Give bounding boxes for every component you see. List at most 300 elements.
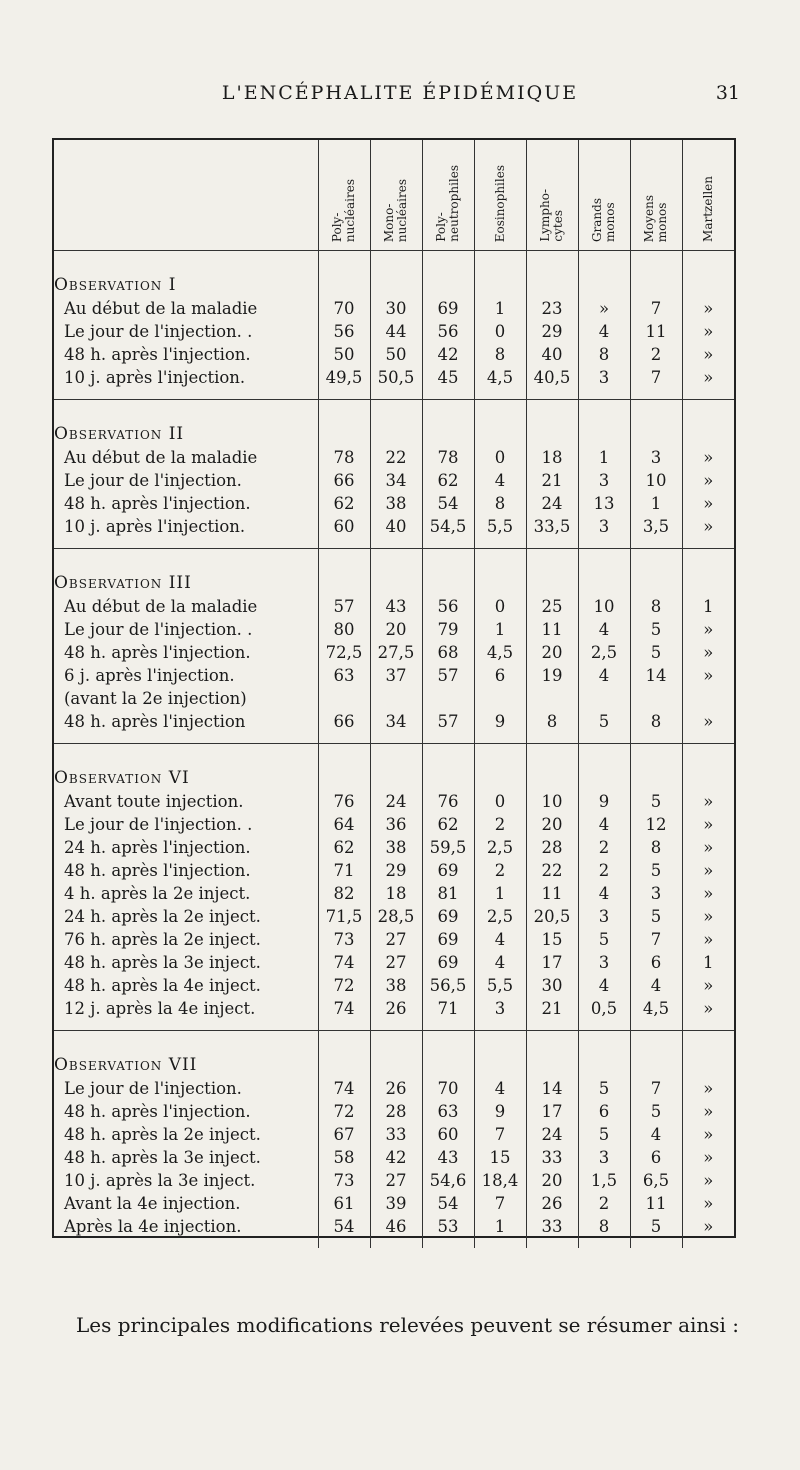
empty-cell <box>682 1031 734 1078</box>
table-cell: 71 <box>422 997 474 1030</box>
table-cell: 46 <box>370 1215 422 1248</box>
row-label: 24 h. après la 2e inject. <box>64 907 261 926</box>
table-cell: 7 <box>630 366 682 399</box>
table-cell: 34 <box>370 710 422 743</box>
table-cell: 11 <box>630 320 682 343</box>
table-cell: 2 <box>578 836 630 859</box>
table-cell: 2 <box>578 1192 630 1215</box>
empty-cell <box>578 744 630 791</box>
table-cell: 26 <box>526 1192 578 1215</box>
table-row <box>54 515 734 548</box>
table-cell: » <box>682 1100 734 1123</box>
table-cell: 4,5 <box>474 366 526 399</box>
table-cell: 40,5 <box>526 366 578 399</box>
table-cell: 20 <box>526 641 578 664</box>
table-cell: 74 <box>318 951 370 974</box>
empty-cell <box>526 744 578 791</box>
table-cell: 57 <box>422 664 474 687</box>
table-cell: 30 <box>526 974 578 997</box>
table-row <box>54 928 734 951</box>
table-row <box>54 859 734 882</box>
table-cell: 5 <box>630 641 682 664</box>
table-cell: 21 <box>526 997 578 1030</box>
table-cell: 62 <box>318 836 370 859</box>
table-cell: 1 <box>682 951 734 974</box>
table-cell: 5 <box>630 859 682 882</box>
table-row <box>54 951 734 974</box>
row-label: Le jour de l'injection. . <box>64 620 253 639</box>
table-cell: 24 <box>526 492 578 515</box>
row-label: Au début de la maladie <box>64 299 258 318</box>
table-cell: 8 <box>474 492 526 515</box>
table-row <box>54 882 734 905</box>
column-header-label: Poly- nucléaires <box>330 178 357 242</box>
table-cell: » <box>682 1146 734 1169</box>
table-cell: » <box>682 974 734 997</box>
observation-section-title-row <box>54 1031 734 1078</box>
table-cell: 1,5 <box>578 1169 630 1192</box>
table-cell: 71,5 <box>318 905 370 928</box>
table-cell: 22 <box>526 859 578 882</box>
table-cell: 80 <box>318 618 370 641</box>
table-cell: » <box>682 469 734 492</box>
table-cell: » <box>682 710 734 743</box>
table-cell: 45 <box>422 366 474 399</box>
table-cell: 70 <box>318 297 370 320</box>
table-cell: 27 <box>370 1169 422 1192</box>
empty-cell <box>422 400 474 447</box>
table-cell: 50 <box>318 343 370 366</box>
table-row <box>54 595 734 618</box>
table-cell: 2,5 <box>578 641 630 664</box>
table-cell: 23 <box>526 297 578 320</box>
table-cell: 5 <box>630 905 682 928</box>
table-cell: » <box>682 813 734 836</box>
empty-cell <box>370 549 422 596</box>
table-cell: 27 <box>370 951 422 974</box>
table-cell: 4,5 <box>474 641 526 664</box>
table-cell: 11 <box>630 1192 682 1215</box>
row-label: Le jour de l'injection. . <box>64 815 253 834</box>
table-cell: 4 <box>474 1077 526 1100</box>
table-cell: 36 <box>370 813 422 836</box>
table-cell: 22 <box>370 446 422 469</box>
row-label: 76 h. après la 2e inject. <box>64 930 261 949</box>
table-cell: 70 <box>422 1077 474 1100</box>
table-row <box>54 664 734 687</box>
row-label: 48 h. après l'injection. <box>64 643 251 662</box>
column-header <box>630 140 682 251</box>
page-header <box>0 78 800 108</box>
table-cell: 69 <box>422 859 474 882</box>
table-cell: 5 <box>578 928 630 951</box>
table-cell: 21 <box>526 469 578 492</box>
table-cell: 5 <box>630 1100 682 1123</box>
table-cell: 6 <box>578 1100 630 1123</box>
table-row <box>54 836 734 859</box>
table-cell: 9 <box>474 1100 526 1123</box>
table-cell: 44 <box>370 320 422 343</box>
table-cell: 42 <box>370 1146 422 1169</box>
table-cell: 50,5 <box>370 366 422 399</box>
table-cell: 40 <box>370 515 422 548</box>
table-cell: 68 <box>422 641 474 664</box>
table-cell: 12 <box>630 813 682 836</box>
table-cell <box>474 687 526 710</box>
table-cell: 17 <box>526 1100 578 1123</box>
table-cell: 4 <box>578 320 630 343</box>
table-cell: 1 <box>682 595 734 618</box>
table-cell: 76 <box>318 790 370 813</box>
table-cell: 33,5 <box>526 515 578 548</box>
empty-cell <box>682 251 734 298</box>
table-cell <box>630 687 682 710</box>
empty-cell <box>318 1031 370 1078</box>
table-cell: 20 <box>526 1169 578 1192</box>
table-cell: 54,6 <box>422 1169 474 1192</box>
table-cell: 7 <box>474 1123 526 1146</box>
observation-section-title-row <box>54 549 734 596</box>
table-cell: 38 <box>370 492 422 515</box>
column-header <box>422 140 474 251</box>
column-header <box>370 140 422 251</box>
table-cell: » <box>682 1215 734 1248</box>
table-cell: 5,5 <box>474 515 526 548</box>
empty-cell <box>422 251 474 298</box>
column-header <box>526 140 578 251</box>
table-row <box>54 790 734 813</box>
table-cell: 2,5 <box>474 836 526 859</box>
empty-cell <box>474 549 526 596</box>
table-cell: 63 <box>318 664 370 687</box>
observation-title: Observation III <box>54 573 192 593</box>
table-cell: 56 <box>422 320 474 343</box>
table-cell: » <box>682 641 734 664</box>
table-cell: 67 <box>318 1123 370 1146</box>
table-cell: 3 <box>578 515 630 548</box>
table-cell: » <box>578 297 630 320</box>
row-label: 10 j. après l'injection. <box>64 368 246 387</box>
column-header-label: Mono- nucléaires <box>382 178 409 242</box>
table-cell: » <box>682 859 734 882</box>
table-cell: » <box>682 836 734 859</box>
table-cell: 13 <box>578 492 630 515</box>
observation-title: Observation I <box>54 275 177 295</box>
table-cell <box>526 687 578 710</box>
table-cell: 2 <box>474 813 526 836</box>
row-label: (avant la 2e injection) <box>64 689 247 708</box>
table-row <box>54 710 734 743</box>
row-label: 48 h. après l'injection. <box>64 345 251 364</box>
empty-cell <box>630 1031 682 1078</box>
table-row <box>54 997 734 1030</box>
table-cell: » <box>682 1123 734 1146</box>
table-cell: 66 <box>318 469 370 492</box>
table-cell: 74 <box>318 1077 370 1100</box>
table-row <box>54 641 734 664</box>
table-cell: 33 <box>526 1215 578 1248</box>
table-row <box>54 1192 734 1215</box>
table-cell: 6 <box>630 951 682 974</box>
table-cell: 20 <box>370 618 422 641</box>
table-cell: » <box>682 618 734 641</box>
empty-cell <box>682 549 734 596</box>
table-cell: 7 <box>474 1192 526 1215</box>
table-cell: 0 <box>474 790 526 813</box>
empty-cell <box>526 251 578 298</box>
table-cell: » <box>682 297 734 320</box>
table-cell: 62 <box>422 813 474 836</box>
header-blank-cell <box>54 140 318 251</box>
table-cell: 8 <box>630 595 682 618</box>
table-cell: 6 <box>630 1146 682 1169</box>
column-header-label: Poly- neutrophiles <box>434 165 461 242</box>
empty-cell <box>630 549 682 596</box>
table-cell: 66 <box>318 710 370 743</box>
row-label: 48 h. après l'injection. <box>64 494 251 513</box>
table-cell: 17 <box>526 951 578 974</box>
column-header-label: Moyens monos <box>642 194 669 242</box>
table-cell: 19 <box>526 664 578 687</box>
table-cell: 24 <box>370 790 422 813</box>
table-cell: 0 <box>474 320 526 343</box>
row-label: Avant toute injection. <box>64 792 244 811</box>
table-cell: 10 <box>578 595 630 618</box>
table-cell: 8 <box>474 343 526 366</box>
column-header-label: Grands monos <box>590 197 617 242</box>
empty-cell <box>318 400 370 447</box>
table-row <box>54 813 734 836</box>
table-cell: 56 <box>318 320 370 343</box>
table-cell: 56 <box>422 595 474 618</box>
table-cell: 8 <box>526 710 578 743</box>
table-row <box>54 343 734 366</box>
table-cell: 10 <box>526 790 578 813</box>
table-cell: 62 <box>422 469 474 492</box>
table-cell: 60 <box>422 1123 474 1146</box>
table-cell <box>422 687 474 710</box>
table-cell: 0 <box>474 446 526 469</box>
table-row <box>54 1215 734 1248</box>
table-cell: 9 <box>578 790 630 813</box>
table-cell: 33 <box>526 1146 578 1169</box>
row-label: 10 j. après l'injection. <box>64 517 246 536</box>
empty-cell <box>370 400 422 447</box>
table-cell: 14 <box>526 1077 578 1100</box>
table-cell: » <box>682 790 734 813</box>
table-cell: 49,5 <box>318 366 370 399</box>
table-cell: 76 <box>422 790 474 813</box>
column-header-label: Lympho- cytes <box>538 189 565 242</box>
empty-cell <box>682 400 734 447</box>
table-cell: 4 <box>474 951 526 974</box>
table-cell <box>578 687 630 710</box>
table-cell: » <box>682 1169 734 1192</box>
table-cell: 81 <box>422 882 474 905</box>
table-cell: » <box>682 928 734 951</box>
table-cell: » <box>682 343 734 366</box>
table-cell: 29 <box>370 859 422 882</box>
table-cell: 69 <box>422 905 474 928</box>
table-cell: » <box>682 1192 734 1215</box>
table-row <box>54 446 734 469</box>
table-cell: 71 <box>318 859 370 882</box>
table-cell: 79 <box>422 618 474 641</box>
table-cell: 69 <box>422 951 474 974</box>
table-cell: 28,5 <box>370 905 422 928</box>
table-cell: 6,5 <box>630 1169 682 1192</box>
table-cell: 5 <box>578 1077 630 1100</box>
table-cell: 1 <box>474 618 526 641</box>
observation-section-title-row <box>54 744 734 791</box>
table-cell: 8 <box>578 1215 630 1248</box>
empty-cell <box>370 1031 422 1078</box>
table-cell: 4,5 <box>630 997 682 1030</box>
table-cell: 1 <box>474 1215 526 1248</box>
table-cell: 69 <box>422 297 474 320</box>
table-cell: 7 <box>630 928 682 951</box>
table-cell: 54 <box>422 492 474 515</box>
table-cell: 58 <box>318 1146 370 1169</box>
table-row <box>54 1169 734 1192</box>
empty-cell <box>630 251 682 298</box>
table-cell: 28 <box>526 836 578 859</box>
table-cell: 72,5 <box>318 641 370 664</box>
table-cell: 7 <box>630 297 682 320</box>
empty-cell <box>682 744 734 791</box>
table-cell: 33 <box>370 1123 422 1146</box>
table-cell: 30 <box>370 297 422 320</box>
table-cell: 3 <box>474 997 526 1030</box>
table-cell: 24 <box>526 1123 578 1146</box>
table-cell: 4 <box>578 882 630 905</box>
table-cell: 1 <box>578 446 630 469</box>
table-row <box>54 1146 734 1169</box>
empty-cell <box>370 251 422 298</box>
table-cell: 3 <box>578 951 630 974</box>
column-header-row <box>54 140 734 251</box>
table-cell: 4 <box>578 664 630 687</box>
row-label: 4 h. après la 2e inject. <box>64 884 251 903</box>
observation-table <box>54 140 734 1248</box>
table-cell: 3,5 <box>630 515 682 548</box>
table-cell: 59,5 <box>422 836 474 859</box>
column-header <box>318 140 370 251</box>
empty-cell <box>422 1031 474 1078</box>
row-label: 48 h. après la 3e inject. <box>64 1148 261 1167</box>
table-cell: 61 <box>318 1192 370 1215</box>
table-cell: 37 <box>370 664 422 687</box>
empty-cell <box>630 744 682 791</box>
table-cell: 3 <box>578 366 630 399</box>
table-cell: 72 <box>318 974 370 997</box>
empty-cell <box>422 549 474 596</box>
table-row <box>54 687 734 710</box>
table-cell: » <box>682 905 734 928</box>
column-header <box>474 140 526 251</box>
body-paragraph: Les principales modifications relevées peuvent se résumer ainsi : <box>76 1313 740 1337</box>
table-cell: 26 <box>370 997 422 1030</box>
table-cell: 64 <box>318 813 370 836</box>
empty-cell <box>526 1031 578 1078</box>
table-cell: 63 <box>422 1100 474 1123</box>
table-cell: 3 <box>630 446 682 469</box>
observation-section-title-row <box>54 400 734 447</box>
table-cell: 18,4 <box>474 1169 526 1192</box>
row-label: 48 h. après l'injection <box>64 712 246 731</box>
table-row <box>54 1123 734 1146</box>
table-cell: 4 <box>630 974 682 997</box>
column-header-label: Eosinophiles <box>492 164 507 242</box>
row-label: Le jour de l'injection. <box>64 471 242 490</box>
table-cell: 15 <box>526 928 578 951</box>
table-cell: 42 <box>422 343 474 366</box>
table-cell: 38 <box>370 974 422 997</box>
table-cell: 2 <box>630 343 682 366</box>
row-label: 6 j. après l'injection. <box>64 666 235 685</box>
row-label: 48 h. après la 4e inject. <box>64 976 261 995</box>
table-cell: 43 <box>370 595 422 618</box>
table-cell: 78 <box>318 446 370 469</box>
table-cell <box>682 687 734 710</box>
table-row <box>54 905 734 928</box>
table-cell: 2,5 <box>474 905 526 928</box>
row-label: 12 j. après la 4e inject. <box>64 999 256 1018</box>
table-cell: 69 <box>422 928 474 951</box>
table-cell: 4 <box>578 813 630 836</box>
table-cell: 78 <box>422 446 474 469</box>
table-cell: 4 <box>630 1123 682 1146</box>
table-cell: » <box>682 320 734 343</box>
table-cell: 28 <box>370 1100 422 1123</box>
empty-cell <box>318 549 370 596</box>
table-cell: 1 <box>474 882 526 905</box>
table-cell: 82 <box>318 882 370 905</box>
table-cell: 2 <box>578 859 630 882</box>
table-cell: 9 <box>474 710 526 743</box>
table-cell: 4 <box>474 469 526 492</box>
table-cell: 0 <box>474 595 526 618</box>
table-cell: 8 <box>630 710 682 743</box>
empty-cell <box>370 744 422 791</box>
row-label: 48 h. après l'injection. <box>64 1102 251 1121</box>
table-cell <box>370 687 422 710</box>
observation-section-title-row <box>54 251 734 298</box>
table-cell: 38 <box>370 836 422 859</box>
table-cell: » <box>682 1077 734 1100</box>
table-cell: » <box>682 515 734 548</box>
table-cell: 14 <box>630 664 682 687</box>
table-row <box>54 469 734 492</box>
table-cell: 0,5 <box>578 997 630 1030</box>
table-row <box>54 320 734 343</box>
table-cell: » <box>682 366 734 399</box>
table-cell: 11 <box>526 618 578 641</box>
row-label: 24 h. après l'injection. <box>64 838 251 857</box>
row-label: 48 h. après la 3e inject. <box>64 953 261 972</box>
column-header <box>682 140 734 251</box>
table-cell: 73 <box>318 1169 370 1192</box>
row-label: Avant la 4e injection. <box>64 1194 241 1213</box>
empty-cell <box>526 400 578 447</box>
table-cell: » <box>682 882 734 905</box>
empty-cell <box>526 549 578 596</box>
row-label: Le jour de l'injection. <box>64 1079 242 1098</box>
table-cell: 43 <box>422 1146 474 1169</box>
page-number: 31 <box>715 82 740 104</box>
row-label: 48 h. après la 2e inject. <box>64 1125 261 1144</box>
table-cell: 39 <box>370 1192 422 1215</box>
